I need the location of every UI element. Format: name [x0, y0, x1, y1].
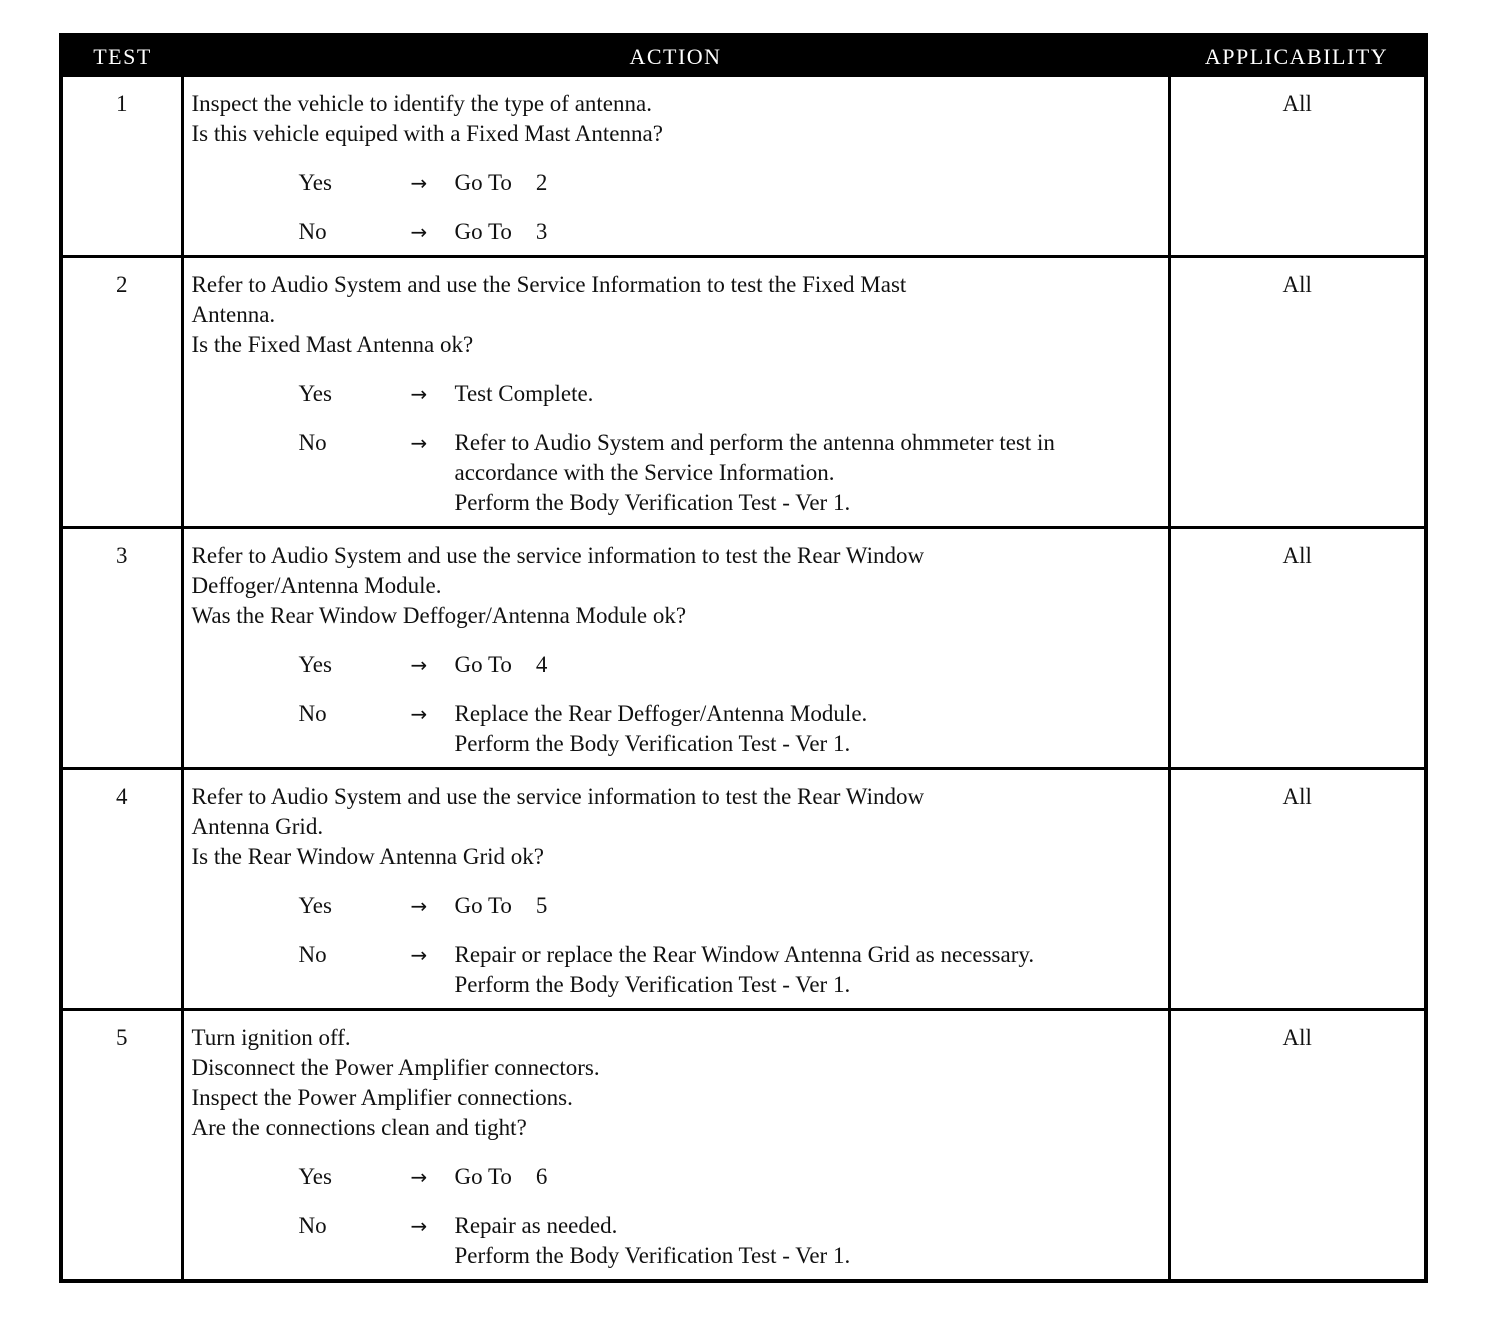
action-line: Inspect the Power Amplifier connections. — [191, 1085, 573, 1110]
arrow-icon: → — [410, 431, 428, 455]
table-row — [61, 1010, 1426, 1282]
yes-goto-number: 5 — [535, 893, 548, 918]
yes-result-line-wrap — [455, 891, 1162, 921]
arrow-icon: → — [410, 382, 428, 406]
no-result-line: Refer to Audio System and perform the antenna ohmmeter test in — [454, 430, 1055, 455]
branches — [192, 168, 1162, 247]
no-result — [455, 217, 1162, 247]
no-branch — [299, 699, 1162, 759]
no-result-line: accordance with the Service Information. — [454, 460, 835, 485]
action-line: Deffoger/Antenna Module. — [191, 573, 442, 598]
applicability-value: All — [1169, 769, 1426, 1010]
arrow-icon: → — [410, 1214, 428, 1238]
yes-label: Yes — [298, 652, 332, 677]
action-line: Is the Fixed Mast Antenna ok? — [191, 332, 474, 357]
yes-label: Yes — [298, 170, 332, 195]
action-cell — [182, 77, 1169, 257]
no-result-line: Replace the Rear Deffoger/Antenna Module. — [454, 701, 868, 726]
applicability-value: All — [1169, 528, 1426, 769]
test-number: 3 — [61, 528, 182, 769]
no-result-line: Perform the Body Verification Test - Ver 1. — [454, 731, 851, 756]
header-applicability: APPLICABILITY — [1169, 35, 1426, 77]
header-action: ACTION — [182, 35, 1169, 77]
yes-goto-number: 4 — [535, 652, 548, 677]
arrow-icon: → — [410, 171, 428, 195]
yes-goto-number: 2 — [535, 170, 548, 195]
action-line: Disconnect the Power Amplifier connectors. — [191, 1055, 600, 1080]
test-number: 2 — [61, 257, 182, 528]
action-line: Is the Rear Window Antenna Grid ok? — [191, 844, 545, 869]
no-result — [455, 1211, 1162, 1271]
arrow-icon: → — [410, 894, 428, 918]
branches — [192, 891, 1162, 1000]
arrow-icon: → — [410, 702, 428, 726]
no-result-line-wrap — [455, 217, 1162, 247]
no-label: No — [298, 942, 327, 967]
yes-branch — [299, 379, 1162, 409]
yes-result-line-wrap — [455, 650, 1162, 680]
no-result-line: Perform the Body Verification Test - Ver 1. — [454, 1243, 851, 1268]
yes-goto-text: Go To — [454, 893, 512, 918]
no-label: No — [298, 219, 327, 244]
action-cell — [182, 528, 1169, 769]
action-cell — [182, 769, 1169, 1010]
yes-goto-text: Go To — [454, 170, 512, 195]
table-row — [61, 77, 1426, 257]
yes-result — [455, 168, 1162, 198]
branches — [192, 1162, 1162, 1271]
arrow-icon: → — [410, 220, 428, 244]
action-line: Is this vehicle equiped with a Fixed Mast Antenna? — [191, 121, 663, 146]
no-result-line: Repair as needed. — [454, 1213, 618, 1238]
yes-label: Yes — [298, 893, 332, 918]
table-row — [61, 769, 1426, 1010]
no-branch — [299, 1211, 1162, 1271]
table-header-row — [61, 35, 1426, 77]
action-cell — [182, 257, 1169, 528]
no-label: No — [298, 430, 327, 455]
no-result — [455, 699, 1162, 759]
yes-result — [455, 650, 1162, 680]
diagnostic-test-table — [59, 33, 1428, 1283]
no-branch — [299, 940, 1162, 1000]
no-result-line: Perform the Body Verification Test - Ver 1. — [454, 490, 851, 515]
yes-goto-number: 6 — [535, 1164, 548, 1189]
yes-result-line: Test Complete. — [454, 381, 594, 406]
yes-branch — [299, 168, 1162, 198]
action-line: Antenna. — [191, 302, 276, 327]
action-line: Antenna Grid. — [191, 814, 324, 839]
yes-branch — [299, 650, 1162, 680]
action-line: Refer to Audio System and use the service information to test the Rear Window — [191, 543, 925, 568]
table-row — [61, 528, 1426, 769]
yes-result-line-wrap — [455, 1162, 1162, 1192]
no-result-line: Repair or replace the Rear Window Antenna Grid as necessary. — [454, 942, 1035, 967]
no-branch — [299, 217, 1162, 247]
test-number: 4 — [61, 769, 182, 1010]
yes-branch — [299, 1162, 1162, 1192]
applicability-value: All — [1169, 1010, 1426, 1282]
no-result — [455, 940, 1162, 1000]
action-line: Are the connections clean and tight? — [191, 1115, 527, 1140]
no-goto-text: Go To — [454, 219, 512, 244]
no-result-line: Perform the Body Verification Test - Ver 1. — [454, 972, 851, 997]
arrow-icon: → — [410, 1165, 428, 1189]
header-test: TEST — [61, 35, 182, 77]
action-line: Was the Rear Window Deffoger/Antenna Module ok? — [191, 603, 687, 628]
yes-branch — [299, 891, 1162, 921]
test-number: 1 — [61, 77, 182, 257]
arrow-icon: → — [410, 653, 428, 677]
test-number: 5 — [61, 1010, 182, 1282]
yes-goto-text: Go To — [454, 1164, 512, 1189]
action-line: Refer to Audio System and use the Service Information to test the Fixed Mast — [191, 272, 907, 297]
branches — [192, 650, 1162, 759]
yes-result-line-wrap — [455, 168, 1162, 198]
yes-result — [455, 379, 1162, 409]
no-label: No — [298, 701, 327, 726]
no-result — [455, 428, 1162, 518]
yes-result — [455, 1162, 1162, 1192]
yes-label: Yes — [298, 1164, 332, 1189]
branches — [192, 379, 1162, 518]
yes-result — [455, 891, 1162, 921]
table-body — [61, 77, 1426, 1281]
no-goto-number: 3 — [535, 219, 548, 244]
action-line: Refer to Audio System and use the service information to test the Rear Window — [191, 784, 925, 809]
action-line: Turn ignition off. — [191, 1025, 351, 1050]
no-label: No — [298, 1213, 327, 1238]
action-line: Inspect the vehicle to identify the type of antenna. — [191, 91, 652, 116]
applicability-value: All — [1169, 77, 1426, 257]
arrow-icon: → — [410, 943, 428, 967]
yes-label: Yes — [298, 381, 332, 406]
applicability-value: All — [1169, 257, 1426, 528]
yes-goto-text: Go To — [454, 652, 512, 677]
no-branch — [299, 428, 1162, 518]
action-cell — [182, 1010, 1169, 1282]
table-row — [61, 257, 1426, 528]
